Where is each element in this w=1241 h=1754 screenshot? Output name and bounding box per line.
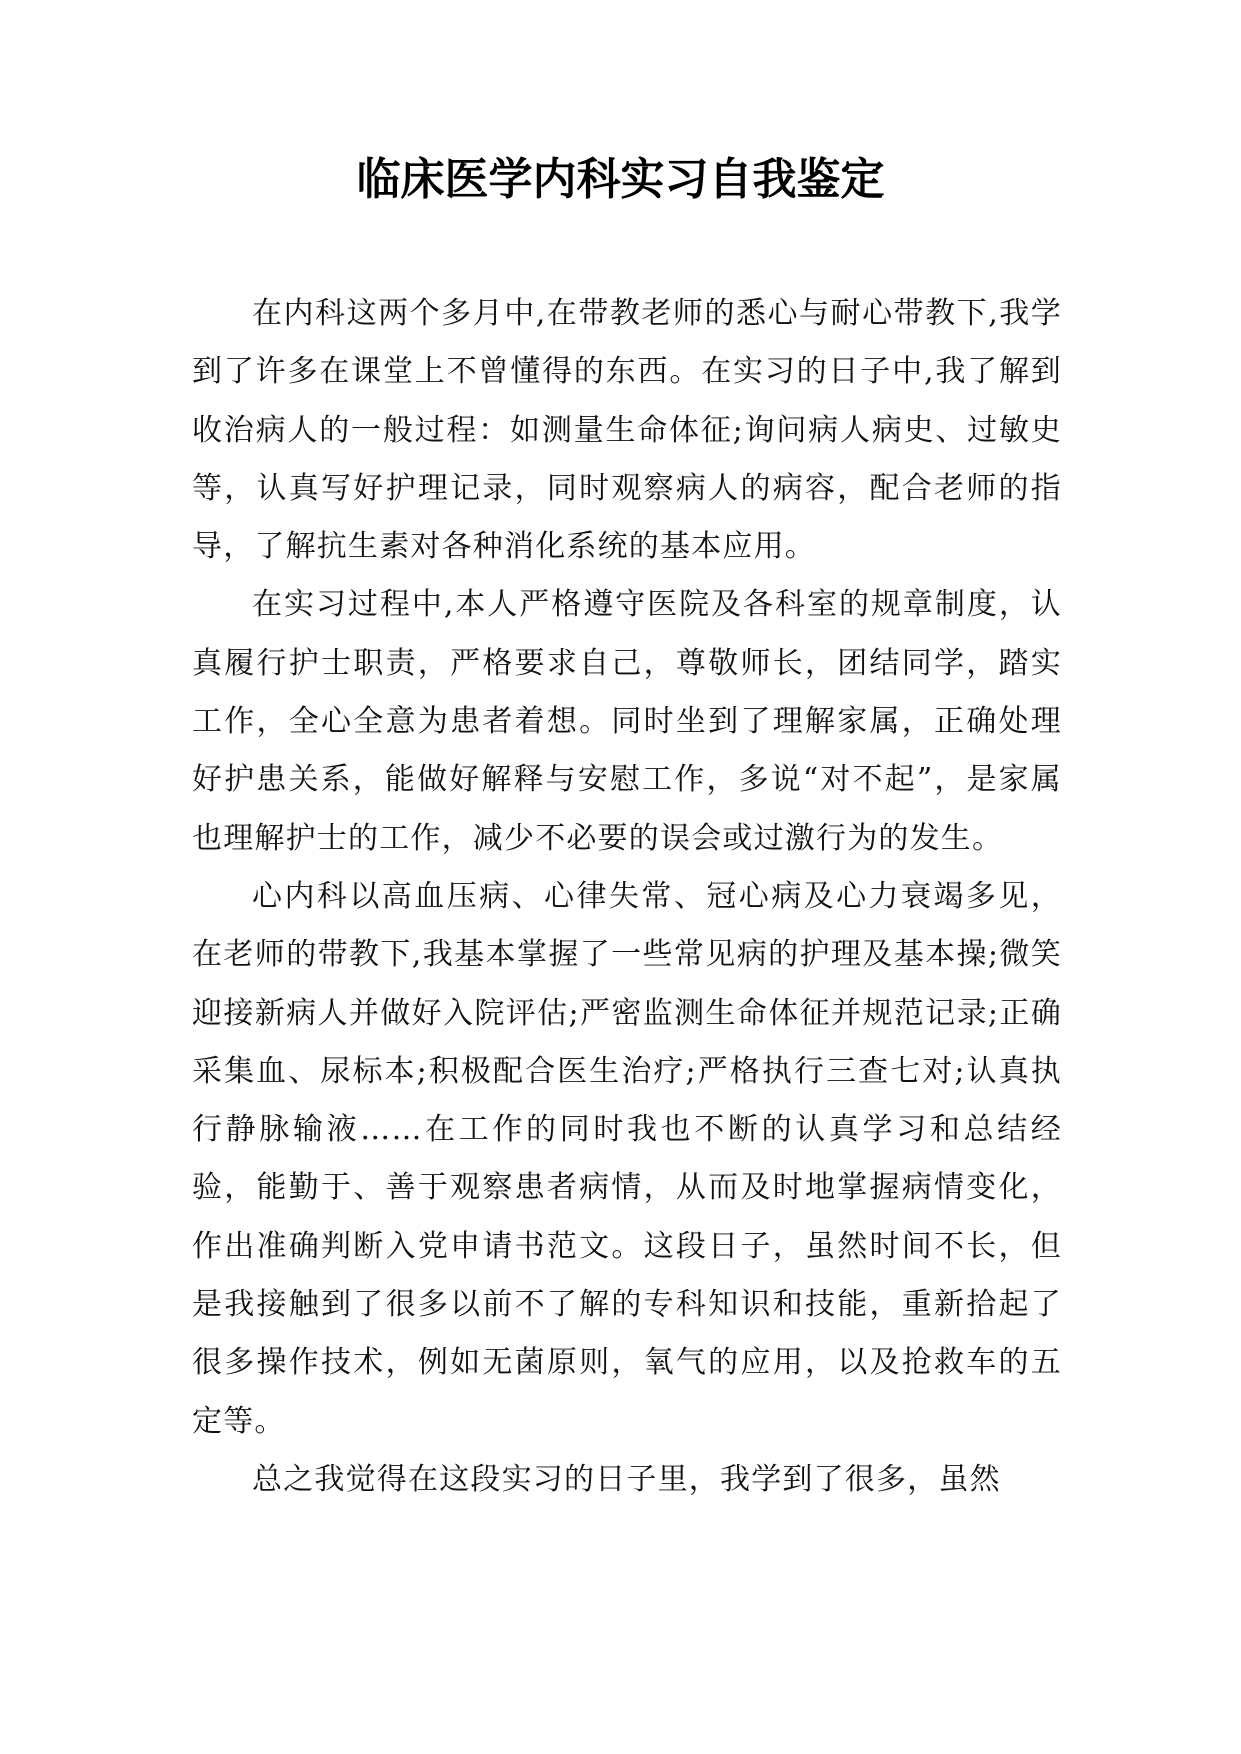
- document-title: 临床医学内科实习自我鉴定: [356, 154, 885, 205]
- paragraph-1: 在内科这两个多月中,在带教老师的悉心与耐心带教下,我学到了许多在课堂上不曾懂得的东西。在实习的日子中,我了解到收治病人的一般过程：如测量生命体征;询问病人病史、过敏史等，认真写好护理记录，同时观察病人的病容，配合老师的指导，了解抗生素对各种消化系统的基本应用。: [192, 296, 1062, 565]
- paragraph-3: 心内科以高血压病、心律失常、冠心病及心力衰竭多见，在老师的带教下,我基本掌握了一些常见病的护理及基本操;微笑迎接新病人并做好入院评估;严密监测生命体征并规范记录;正确采集血、尿标本;积极配合医生治疗;严格执行三查七对;认真执行静脉输液……在工作的同时我也不断的认真学习和总结经验，能勤于、善于观察患者病情，从而及时地掌握病情变化，作出准确判断入党申请书范文。这段日子，虽然时间不长，但是我接触到了很多以前不了解的专科知识和技能，重新拾起了很多操作技术，例如无菌原则，氧气的应用，以及抢救车的五定等。: [192, 878, 1062, 1439]
- document-body: [192, 285, 1062, 1509]
- paragraph-2: 在实习过程中,本人严格遵守医院及各科室的规章制度，认真履行护士职责，严格要求自己，尊敬师长，团结同学，踏实工作，全心全意为患者着想。同时坐到了理解家属，正确处理好护患关系，能做好解释与安慰工作，多说“对不起”，是家属也理解护士的工作，减少不必要的误会或过激行为的发生。: [192, 587, 1062, 856]
- paragraph-4: 总之我觉得在这段实习的日子里，我学到了很多，虽然: [252, 1461, 1001, 1497]
